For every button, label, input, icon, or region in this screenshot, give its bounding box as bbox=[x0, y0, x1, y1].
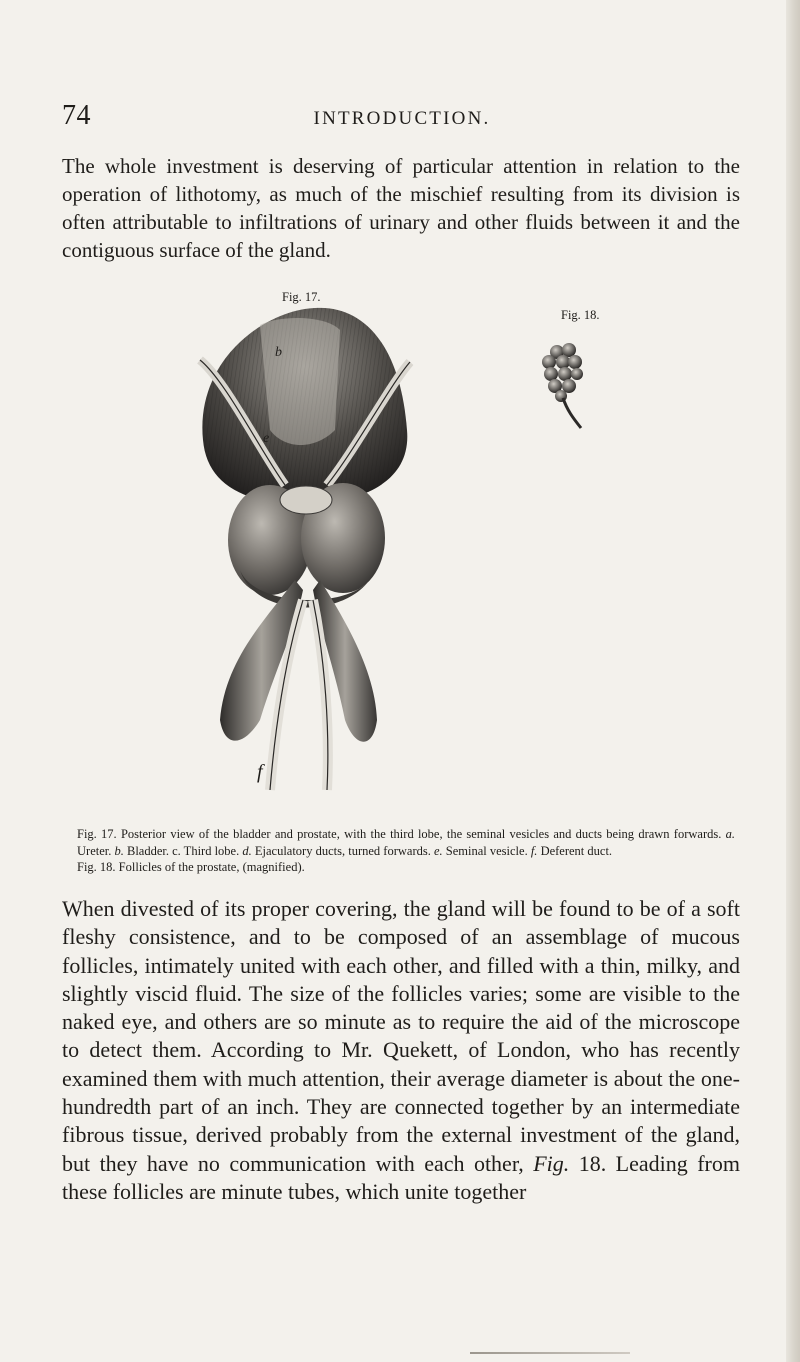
fig17-label: Fig. 17. bbox=[282, 290, 321, 304]
figure-caption bbox=[77, 826, 735, 876]
caption-letter-f: f. bbox=[530, 843, 538, 858]
caption-vesicle: Seminal vesicle. bbox=[442, 843, 531, 858]
caption-ejaculatory: Ejaculatory ducts, turned forwards. bbox=[251, 843, 434, 858]
main-paragraph bbox=[62, 895, 740, 1206]
caption-letter-e: e. bbox=[433, 843, 443, 858]
page-header bbox=[62, 98, 742, 138]
caption-line-2: Fig. 18. Follicles of the prostate, (magnified). bbox=[77, 860, 305, 874]
prostate-third-lobe bbox=[280, 486, 332, 514]
fig18-label: Fig. 18. bbox=[561, 308, 600, 322]
figure-letter-f: f bbox=[257, 761, 263, 783]
caption-letter-a: a. bbox=[725, 827, 736, 841]
caption-deferent: Deferent duct. bbox=[537, 843, 613, 858]
figure-letter-b: b bbox=[275, 345, 282, 360]
main-paragraph-text: When divested of its proper covering, the gland will be found to be of a soft fleshy consistence, and to be composed of an assemblage of mucous follicles, intimately united with each other, and filled with a thin, milky, and slightly viscid fluid. The size of the follicles varies; some are visible to the naked eye, and others are so minute as to require the aid of the microscope to detect them. According to Mr. Quekett, of London, who has recently examined them with much attention, their average diameter is about the one-hundredth part of an inch. They are connected together by an intermediate fibrous tissue, derived probably from the external investment of the gland, but they have no communication with each other, bbox=[62, 896, 740, 1176]
bottom-mark bbox=[470, 1352, 630, 1354]
caption-letter-b: b. bbox=[114, 843, 124, 858]
page-edge bbox=[786, 0, 800, 1362]
running-head: INTRODUCTION. bbox=[313, 108, 491, 129]
caption-ureter: Ureter. bbox=[77, 843, 115, 858]
caption-letter-d: d. bbox=[242, 843, 252, 858]
page-number: 74 bbox=[62, 100, 91, 131]
figure-letter-e: e bbox=[263, 431, 270, 446]
fig17-drawing bbox=[200, 308, 410, 790]
intro-paragraph: The whole investment is deserving of particular attention in relation to the operation of lithotomy, as much of the mischief resulting from its division is often attributable to infiltrations of urinary and other fluids between it and the contiguous surface of the gland. bbox=[62, 154, 740, 262]
fig-reference: Fig. bbox=[533, 1150, 570, 1176]
fig18-drawing bbox=[542, 343, 583, 428]
caption-bladder: Bladder. c. Third lobe. bbox=[123, 843, 243, 858]
main-paragraph-end: 18. Leading from these follicles are minute tubes, which unite together bbox=[62, 1150, 740, 1204]
caption-line-1: Fig. 17. Posterior view of the bladder and prostate, with the third lobe, the seminal vesicles and ducts being drawn forwards. bbox=[77, 827, 722, 841]
anatomical-illustration bbox=[185, 300, 605, 820]
